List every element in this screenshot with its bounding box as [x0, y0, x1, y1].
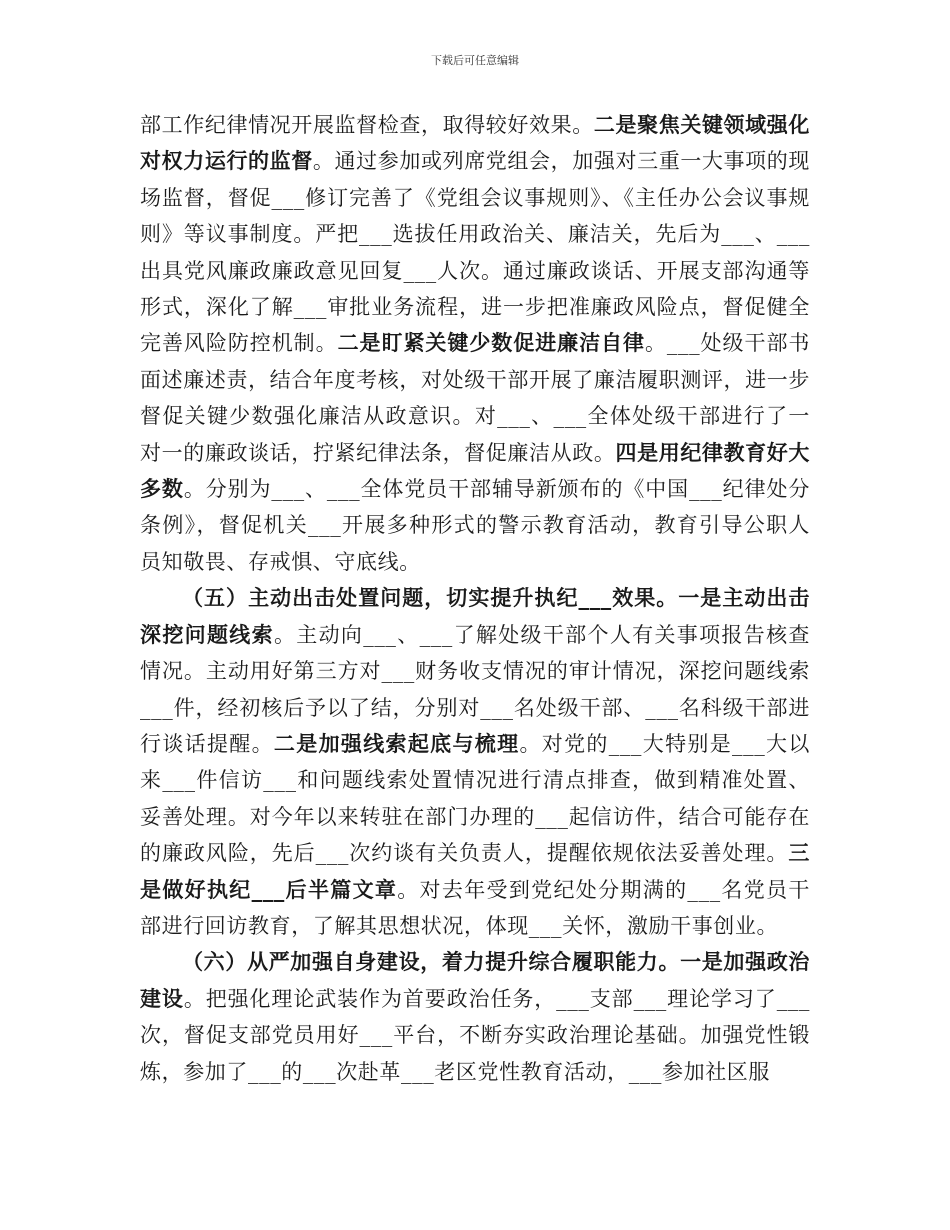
text-run: 部工作纪律情况开展监督检查，取得较好效果。 [140, 113, 594, 137]
text-run: 。把强化理论武装作为首要政治任务，___支部___理论学习了___次，督促支部党员用好___平台，不断夯实政治理论基础。加强党性锻炼，参加了___的___次赴革___老区党性教育活动，___参加社区服 [140, 986, 810, 1084]
paragraph-1 [140, 107, 810, 580]
text-run: 。主动向___、___了解处级干部个人有关事项报告核查情况。主动用好第三方对___财务收支情况的审计情况，深挖问题线索___件，经初核后予以了结，分别对___名处级干部、___名科级干部进行谈话提醒。 [140, 622, 810, 756]
document-body [140, 107, 810, 1090]
text-run: 。分别为___、___全体党员干部辅导新颁布的《中国___纪律处分条例》，督促机关___开展多种形式的警示教育活动，教育引导公职人员知敬畏、存戒惧、守底线。 [140, 477, 810, 574]
bold-heading-run: 二是加强线索起底与梳理 [273, 730, 520, 756]
paragraph-2 [140, 580, 810, 944]
bold-heading-run: （六）从严加强自身建设，着力提升综合履职能力。一是加强政治建设 [140, 949, 810, 1011]
text-run: 。对去年受到党纪处分期满的___名党员干部进行回访教育，了解其思想状况，体现___关怀，激励干事创业。 [140, 877, 810, 938]
text-run: 。通过参加或列席党组会，加强对三重一大事项的现场监督，督促___修订完善了《党组会议事规则》、《主任办公会议事规则》等议事制度。严把___选拔任用政治关、廉洁关，先后为___、___出具党风廉政廉政意见回复___人次。通过廉政谈话、开展支部沟通等形式，深化了解___审批业务流程，进一步把准廉政风险点，督促健全完善风险防控机制。 [140, 149, 810, 356]
bold-heading-run: 二是盯紧关键少数促进廉洁自律 [337, 330, 645, 356]
page-header: 下载后可任意编辑 [431, 54, 519, 67]
bold-heading-run: 四是用纪律教育好大多数 [140, 439, 810, 502]
text-run: 。___处级干部书面述廉述责，结合年度考核，对处级干部开展了廉洁履职测评，进一步督促关键少数强化廉洁从政意识。对___、___全体处级干部进行了一对一的廉政谈话，拧紧纪律法条，督促廉洁从政。 [140, 331, 810, 465]
text-run: 。对党的___大特别是___大以来___件信访___和问题线索处置情况进行清点排查，做到精准处置、妥善处理。对今年以来转驻在部门办理的___起信访件，结合可能存在的廉政风险，先后___次约谈有关负责人，提醒依规依法妥善处理。 [140, 731, 810, 866]
bold-heading-run: 二是聚焦关键领域强化对权力运行的监督 [140, 112, 810, 174]
bold-heading-run: 三是做好执纪___后半篇文章 [140, 840, 810, 902]
bold-heading-run: （五）主动出击处置问题，切实提升执纪___效果。一是主动出击深挖问题线索 [140, 585, 810, 647]
paragraph-3 [140, 944, 810, 1090]
